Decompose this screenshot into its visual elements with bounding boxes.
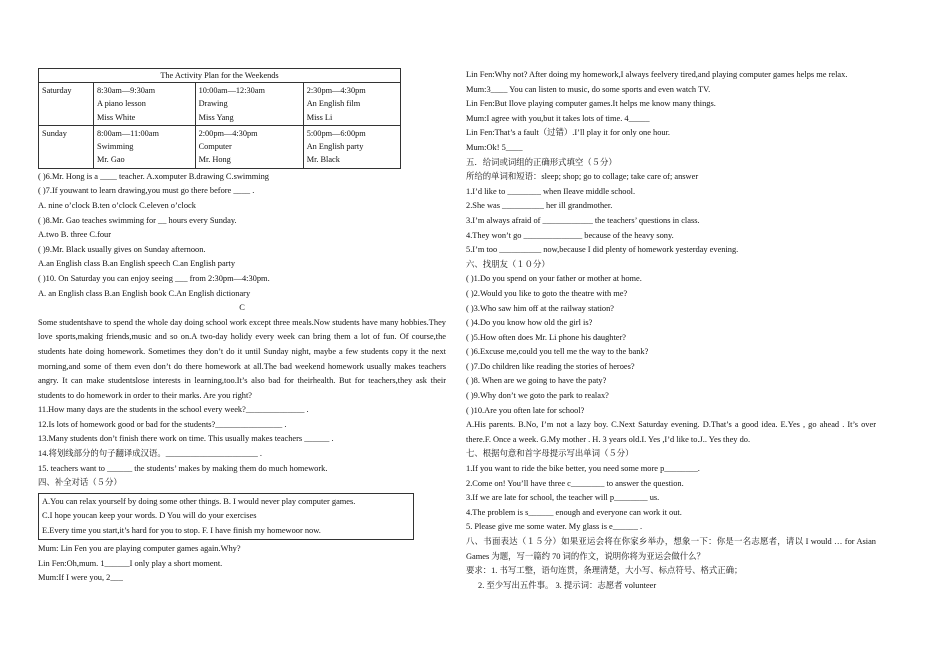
dialogue-line: Mum: Lin Fen you are playing computer games again.Why? [38, 544, 241, 554]
dialogue-line: Mum:If I were you, 2___ [38, 573, 123, 583]
table-row [39, 125, 401, 168]
requirement-line: 要求：1. 书写工整，语句连贯，条理清楚，大小写、标点符号、格式正确； [466, 566, 743, 576]
slot-activity: A piano lesson [97, 99, 146, 109]
slot-cell [195, 125, 303, 168]
dialogue-line: Mum:I agree with you,but it takes lots of time. 4_____ [466, 113, 650, 123]
fill-item: 1.I’d like to ________ when Ileave middle school. [466, 186, 636, 196]
section-6-heading: 六、找朋友（１０分） [466, 259, 550, 269]
table-title: The Activity Plan for the Weekends [39, 69, 401, 83]
fill-item: 2.She was __________ her ill grandmother. [466, 201, 613, 211]
option-line: C.I hope youcan keep your words. D You will do your exercises [42, 511, 257, 521]
section-c-passage: Some studentshave to spend the whole day doing school work except three meals.Now students have many hobbies.They love sports,making friends,music and so on.A two-day holidy every week can bring them a lot of fun. Of course,the students hate doing homework. Sometimes they don’t do it until Sunday night, maybe a few students copy it the next morning,and some of them even don’t do there homework at all.The bad weekend homework usually makes teachers angry. It can make studentslose interests in learning,too.It’s also bad for theirhealth. But for teachers,they ask their students to do homework in order to their marks. Are you right? [38, 317, 446, 400]
dialogue-line: Mum:3____ You can listen to music, do some sports and even watch TV. [466, 84, 711, 94]
question-line: 13.Many students don’t finish there work on time. This usually makes teachers ______ . [38, 434, 334, 444]
option-line: E.Every time you start,it’s hard for you to stop. F. I have finish my homewoor now. [42, 525, 321, 535]
slot-activity: Drawing [198, 99, 228, 109]
slot-cell [94, 83, 196, 126]
match-question: ( )7.Do children like reading the stories of heroes? [466, 361, 635, 371]
question-line: ( )6.Mr. Hong is a ____ teacher. A.xomputer B.drawing C.swimming [38, 171, 269, 181]
spelling-item: 1.If you want to ride the bike better, you need some more p________. [466, 464, 700, 474]
match-answers: A.His parents. B.No, I’m not a lazy boy. C.Next Saturday evening. D.That’s a good idea. E.Yes , go ahead . It’s over there.F. Once a week. G.My mother . H. 3 years old.I. Yes ,I’d like to.J.. Yes they do. [466, 420, 876, 444]
question-line: A.an English class B.an English speech C.an English party [38, 259, 236, 269]
day-cell: Sunday [39, 125, 94, 168]
match-question: ( )4.Do you know how old the girl is? [466, 318, 593, 328]
day-cell: Saturday [39, 83, 94, 126]
slot-cell [303, 125, 400, 168]
question-line: ( )9.Mr. Black usually gives on Sunday afternoon. [38, 244, 206, 254]
question-list [38, 170, 446, 301]
slot-activity: Swimming [97, 142, 134, 152]
question-line: A. nine o’clock B.ten o’clock C.eleven o’clock [38, 200, 196, 210]
right-column [466, 68, 876, 593]
requirement-line: 2. 至少写出五件事。 3. 提示词：志愿者 volunteer [478, 580, 657, 590]
question-line: 15. teachers want to ______ the students’ makes by making them do much homework. [38, 463, 328, 473]
section-7-heading: 七、根据句意和首字母提示写出单词（５分） [466, 449, 634, 459]
dialogue-line: Lin Fen:Why not? After doing my homework,I always feelvery tired,and playing computer games helps me relax. [466, 70, 848, 79]
question-line: ( )10. On Saturday you can enjoy seeing ___ from 2:30pm—4:30pm. [38, 273, 270, 283]
slot-activity: An English film [306, 99, 361, 109]
slot-teacher: Mr. Black [306, 155, 340, 165]
question-list [38, 403, 446, 476]
slot-time: 2:00pm—4:30pm [198, 128, 258, 138]
question-line: ( )8.Mr. Gao teaches swimming for __ hours every Sunday. [38, 215, 237, 225]
slot-teacher: Miss Yang [198, 112, 234, 122]
slot-time: 8:30am—9:30am [97, 86, 156, 95]
match-question: ( )10.Are you often late for school? [466, 405, 585, 415]
slot-teacher: Miss Li [306, 112, 333, 122]
slot-cell [94, 125, 196, 168]
section-c-heading: C [239, 303, 245, 313]
slot-teacher: Mr. Gao [97, 155, 125, 165]
match-question: ( )6.Excuse me,could you tell me the way to the bank? [466, 347, 649, 357]
slot-teacher: Mr. Hong [198, 155, 231, 165]
match-question: ( )9.Why don’t we goto the park to realax? [466, 391, 609, 401]
dialogue-line: Mum:Ok! 5____ [466, 142, 523, 152]
dialogue-line: Lin Fen:But Ilove playing computer games.It helps me know many things. [466, 99, 716, 109]
activity-plan-table [38, 68, 401, 169]
table-row [39, 83, 401, 126]
question-line: A.two B. three C.four [38, 230, 112, 240]
question-line: 14.将划线部分的句子翻译成汉语。______________________ . [38, 449, 263, 459]
spelling-item: 5. Please give me some water. My glass is e______ . [466, 522, 643, 532]
dialogue-line: Lin Fen:Oh,mum. 1______I only play a short moment. [38, 558, 223, 568]
slot-time: 8:00am—11:00am [97, 128, 159, 138]
spelling-item: 3.If we are late for school, the teacher will p________ us. [466, 493, 660, 503]
slot-time: 10:00am—12:30am [198, 86, 265, 95]
fill-item: 4.They won’t go ______________ because of the heavy sony. [466, 230, 674, 240]
question-line: A. an English class B.an English book C.An English dictionary [38, 288, 251, 298]
match-question: ( )5.How often does Mr. Li phone his daughter? [466, 332, 627, 342]
slot-teacher: Miss White [97, 112, 136, 122]
spelling-item: 4.The problem is s______ enough and everyone can work it out. [466, 507, 682, 517]
slot-cell [195, 83, 303, 126]
question-line: 12.Is lots of homework good or bad for the students?________________ . [38, 419, 287, 429]
dialogue-line: Lin Fen:That’s a fault（过错）.I’ll play it for only one hour. [466, 128, 670, 138]
slot-time: 2:30pm—4:30pm [306, 86, 366, 95]
question-line: ( )7.If youwant to learn drawing,you must go there before ____ . [38, 186, 255, 196]
option-line: A.You can relax yourself by doing some other things. B. I would never play computer games. [42, 496, 356, 506]
match-question: ( )3.Who saw him off at the railway station? [466, 303, 614, 313]
word-bank: 所给的单词和短语：sleep; shop; go to collage; take care of; answer [466, 172, 699, 182]
spelling-item: 2.Come on! You’ll have three c________ to answer the question. [466, 478, 684, 488]
section-5-heading: 五．给词或词组的正确形式填空（５分） [466, 157, 617, 167]
question-line: 11.How many days are the students in the school every week?______________ . [38, 405, 309, 415]
section-4-heading: 四、补全对话（５分） [38, 478, 122, 488]
fill-item: 3.I’m always afraid of ____________ the teachers’ questions in class. [466, 215, 700, 225]
fill-item: 5.I’m too __________ now,because I did plenty of homework yesterday evening. [466, 245, 739, 255]
match-question: ( )2.Would you like to goto the theatre with me? [466, 288, 628, 298]
slot-activity: Computer [198, 142, 232, 152]
match-question: ( )8. When are we going to have the paty? [466, 376, 607, 386]
match-question: ( )1.Do you spend on your father or mother at home. [466, 274, 642, 284]
dialogue-options-box [38, 493, 414, 540]
left-column [38, 68, 446, 586]
slot-time: 5:00pm—6:00pm [306, 128, 366, 138]
slot-cell [303, 83, 400, 126]
section-8-prompt: 八、书面表达（１５分）如果亚运会将在你家乡举办，想象一下：你是一名志愿者，请以 I would … for Asian Games 为题，写一篇约 70 词的作文，说明你将为亚运会做什么？ [466, 537, 876, 561]
slot-activity: An English party [306, 142, 364, 152]
